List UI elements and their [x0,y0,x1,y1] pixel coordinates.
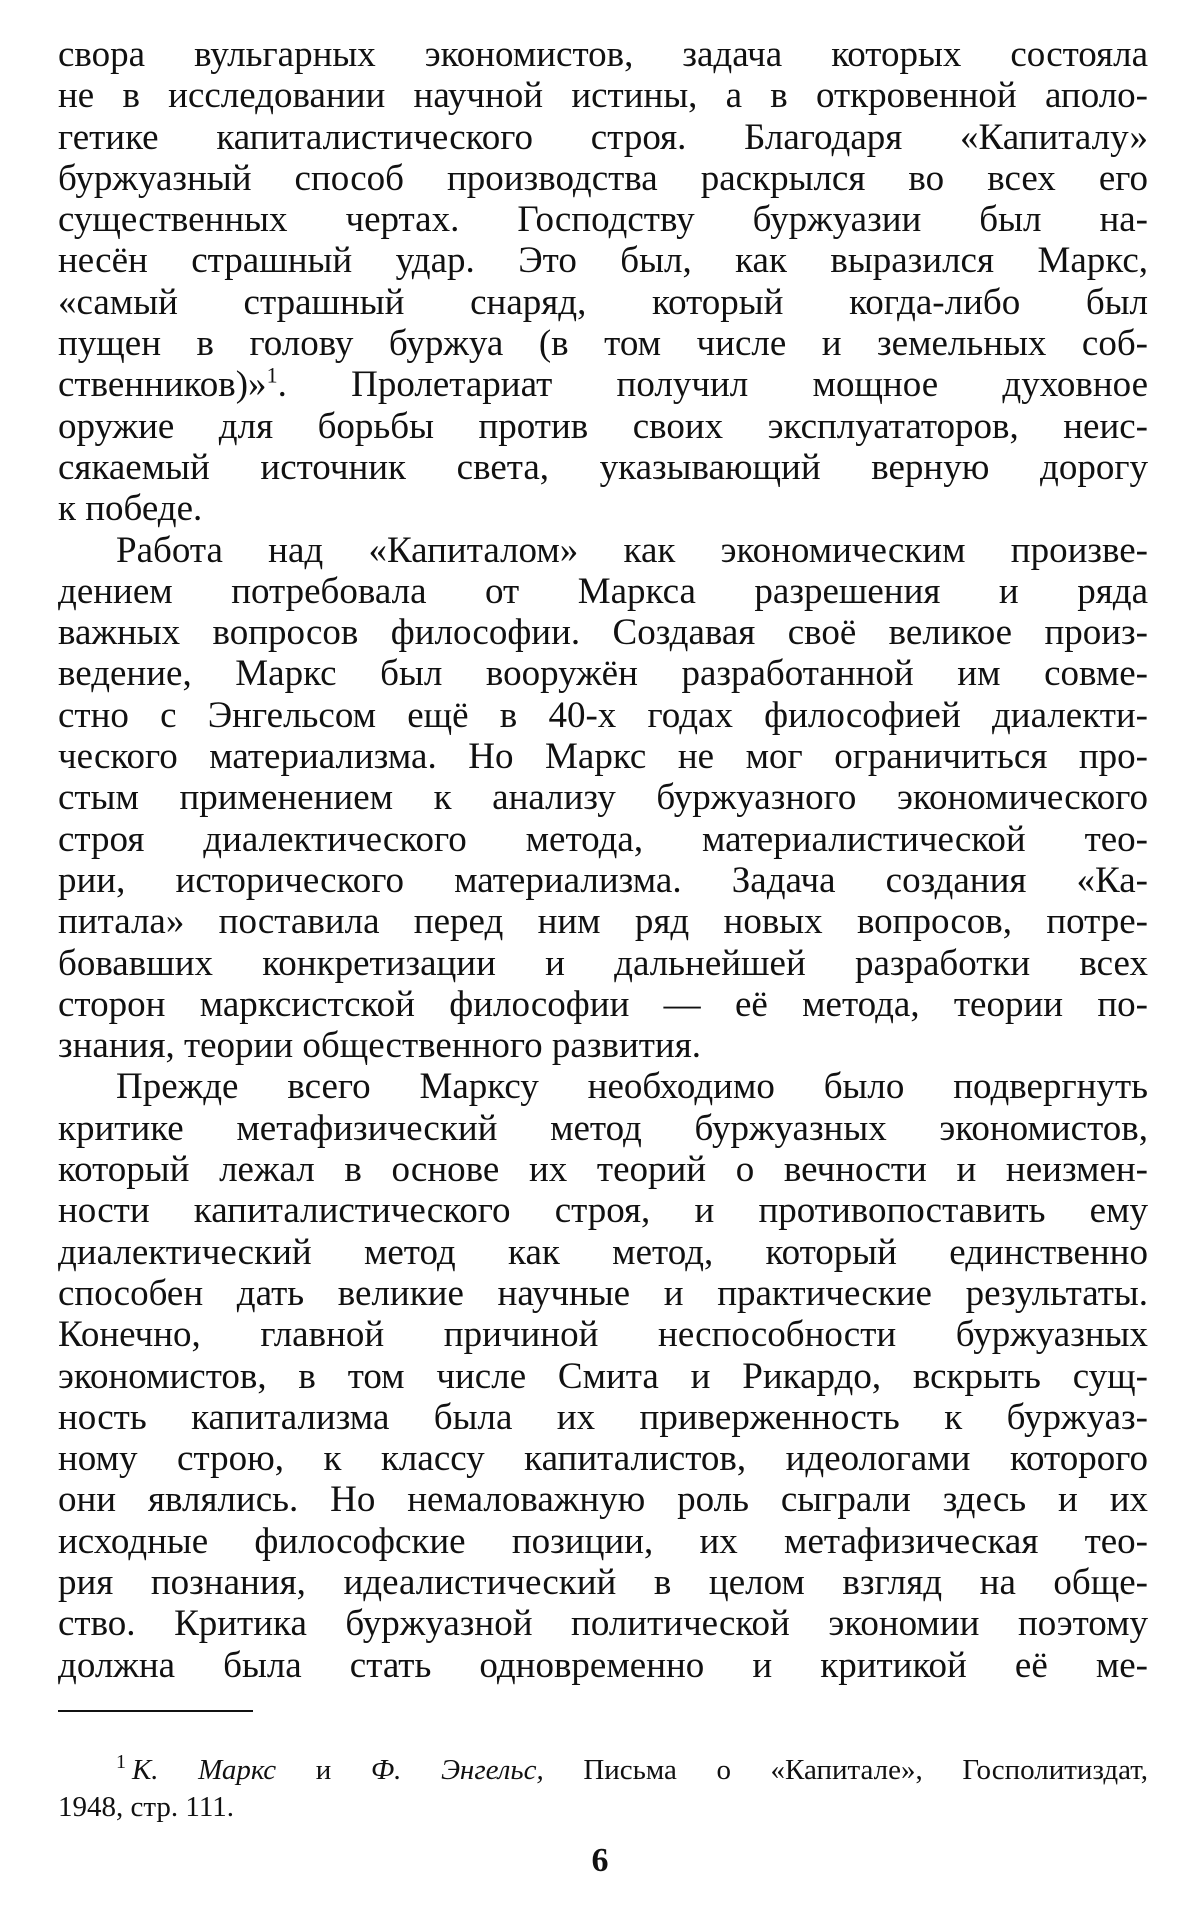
paragraph-1 [58,34,1148,530]
text-line: рия познания, идеалистический в целом взгляд на обще- [58,1561,1148,1603]
text-line: стым применением к анализу буржуазного экономического [58,777,1148,819]
text-fragment: . Пролетариат получил мощное духовное [277,364,1148,406]
text-line: способен дать великие научные и практические результаты. [58,1272,1148,1314]
text-line-with-footnote [58,364,1148,405]
text-line: сторон марксистской философии — её метода, теории по- [58,983,1148,1025]
text-line: ведение, Маркс был вооружён разработанной им совме- [58,653,1148,695]
footnote-reference: 1 [266,364,278,389]
text-line: свора вульгарных экономистов, задача которых состояла [58,34,1148,75]
text-line: ческого материализма. Но Маркс не мог ограничиться про- [58,736,1148,778]
text-line: питала» поставила перед ним ряд новых вопросов, потре- [58,901,1148,943]
footnote-mark: 1 [116,1752,126,1774]
text-line: строя диалектического метода, материалистической тео- [58,818,1148,860]
text-line: несён страшный удар. Это был, как выразился Маркс, [58,240,1148,282]
text-line: должна была стать одновременно и критикой её ме- [58,1644,1148,1686]
text-line: ство. Критика буржуазной политической экономии поэтому [58,1603,1148,1645]
footnote-divider [58,1710,253,1712]
text-line: исходные философские позиции, их метафизическая тео- [58,1520,1148,1562]
text-line: экономистов, в том числе Смита и Рикардо, вскрыть сущ- [58,1355,1148,1397]
text-line: важных вопросов философии. Создавая своё великое произ- [58,612,1148,654]
footnote-conjunction: и [315,1754,332,1786]
text-line: буржуазный способ производства раскрылся во всех его [58,157,1148,199]
text-line: Прежде всего Марксу необходимо было подвергнуть [116,1066,1148,1108]
paragraph-2 [58,530,1148,1067]
text-line: бовавших конкретизации и дальнейшей разработки всех [58,942,1148,984]
footnote-author: К. Маркс [132,1754,277,1786]
footnote [58,1752,1148,1826]
text-line: ному строю, к классу капиталистов, идеологами которого [58,1438,1148,1480]
text-line: пущен в голову буржуа (в том числе и земельных соб- [58,323,1148,365]
paragraph-3 [58,1066,1148,1685]
text-line: критике метафизический метод буржуазных экономистов, [58,1107,1148,1149]
text-line: Конечно, главной причиной неспособности буржуазных [58,1314,1148,1356]
text-line: диалектический метод как метод, который единственно [58,1231,1148,1273]
text-line: «самый страшный снаряд, который когда-либо был [58,281,1148,323]
text-line: к победе. [58,488,203,530]
text-line: ность капитализма была их приверженность к буржуаз- [58,1396,1148,1438]
text-line: существенных чертах. Господству буржуазии был на- [58,199,1148,241]
text-line: рии, исторического материализма. Задача создания «Ка- [58,859,1148,901]
page-number: 6 [591,1842,609,1879]
text-line: они являлись. Но немаловажную роль сыграли здесь и их [58,1479,1148,1521]
text-fragment: ственников)» [58,364,267,406]
text-line: стно с Энгельсом ещё в 40-х годах философией диалекти- [58,694,1148,736]
footnote-line [58,1752,1148,1789]
text-line: не в исследовании научной истины, а в откровенной аполо- [58,75,1148,117]
text-line: сякаемый источник света, указывающий верную дорогу [58,446,1148,488]
text-line: который лежал в основе их теорий о вечности и неизмен- [58,1149,1148,1191]
footnote-line: 1948, стр. 111. [58,1791,234,1823]
text-line: ности капиталистического строя, и противопоставить ему [58,1190,1148,1232]
footnote-author: Ф. Энгельс, [370,1754,544,1786]
text-line: гетике капиталистического строя. Благодаря «Капиталу» [58,116,1148,158]
footnote-title: Письма о «Капитале», Госполитиздат, [583,1754,1148,1786]
text-line: оружие для борьбы против своих эксплуататоров, неис- [58,405,1148,447]
book-page-text [58,34,1148,1686]
text-line: знания, теории общественного развития. [58,1025,701,1067]
text-line: дением потребовала от Маркса разрешения и ряда [58,570,1148,612]
text-line: Работа над «Капиталом» как экономическим произве- [116,529,1148,571]
